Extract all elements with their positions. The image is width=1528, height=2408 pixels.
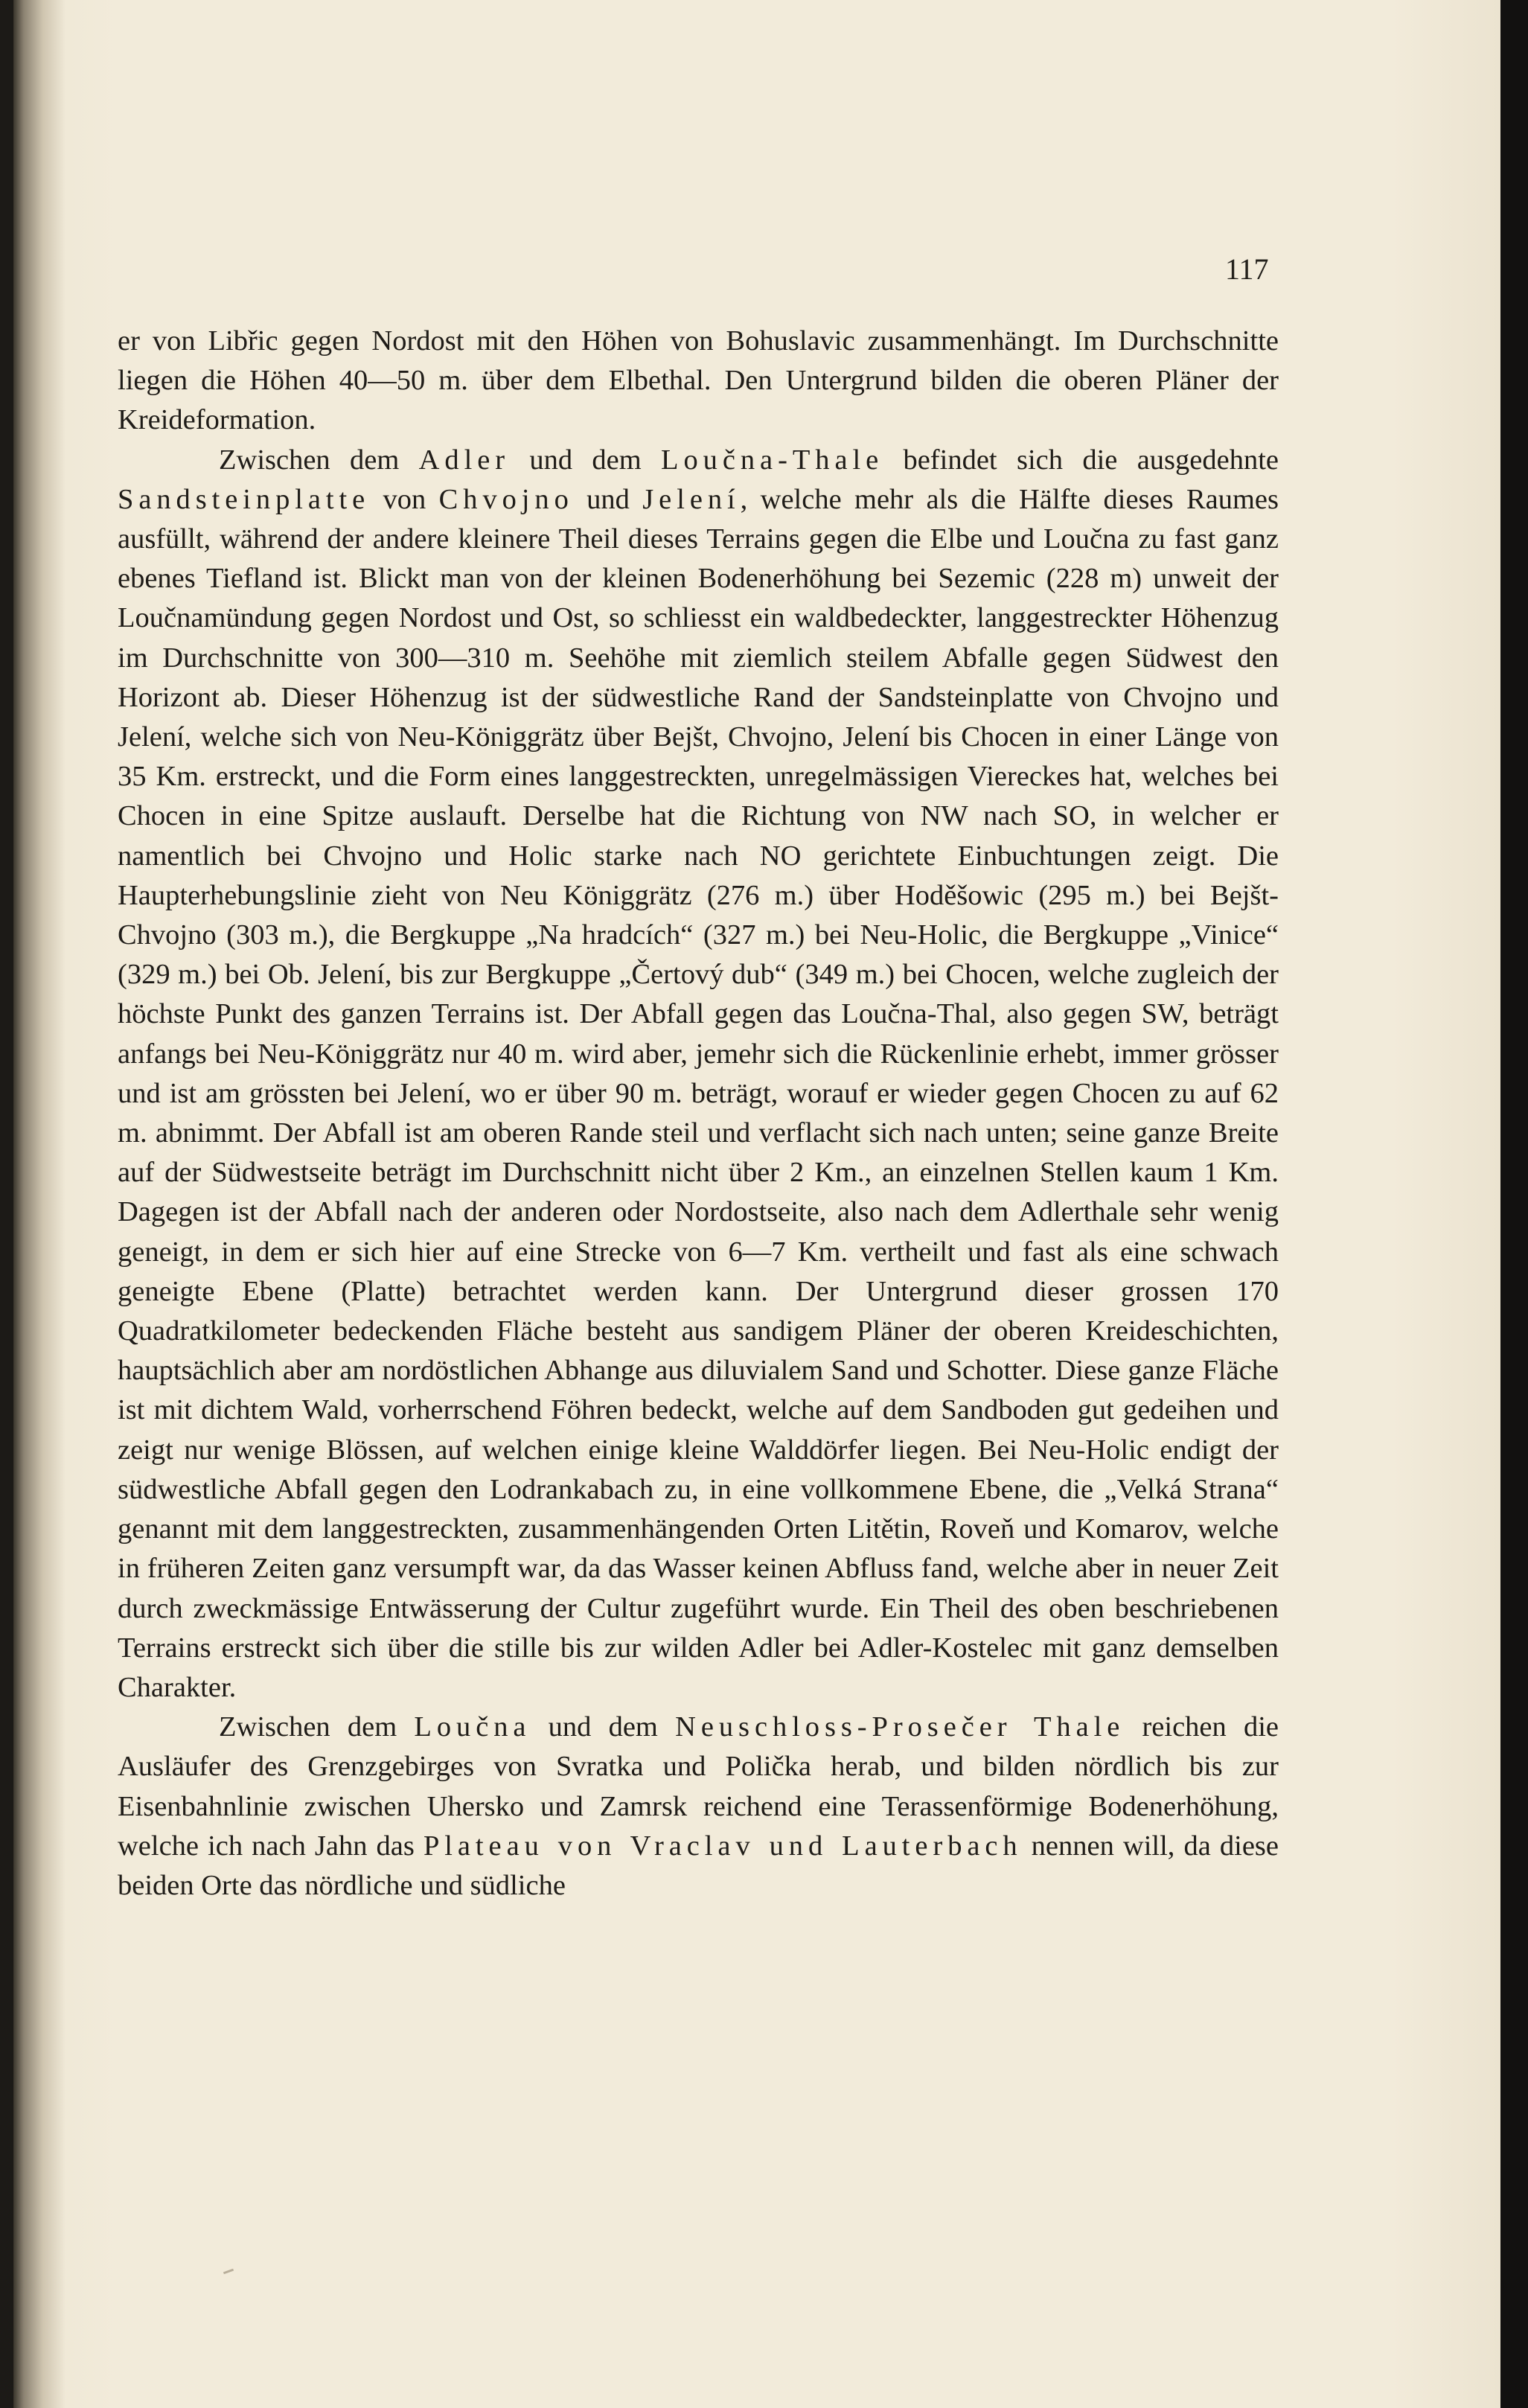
spaced-term: Chvojno <box>438 483 574 515</box>
text-run: befindet sich die ausgedehnte <box>883 444 1279 476</box>
paragraph-1 <box>118 322 1279 441</box>
body-text <box>118 322 1279 1906</box>
spaced-term: Neuschloss-Prosečer Thale <box>675 1711 1125 1743</box>
text-run: und dem <box>509 444 662 476</box>
text-run: reichen die Ausläufer des Grenzgebirges von Svratka und Polička herab, und bilden nördlich bis zur Eisenbahnlinie zwischen Uhersko und Zamrsk reichend eine Terassenförmige Bodenerhöhung, welche ich nach Jahn das <box>118 1711 1279 1862</box>
spaced-term: Plateau von Vraclav und Lauterbach <box>423 1830 1023 1862</box>
page-gutter-shadow <box>13 0 65 2408</box>
text-run: nennen will, da diese beiden Orte das nördliche und südliche <box>118 1830 1279 1901</box>
spaced-term: Jelení <box>642 483 741 515</box>
text-run: und <box>573 483 643 515</box>
spaced-term: Loučna-Thale <box>661 444 884 476</box>
text-run: , welche mehr als die Hälfte dieses Raumes ausfüllt, während der andere kleinere Theil dieses Terrains gegen die Elbe und Loučna zu fast ganz ebenes Tiefland ist. Blickt man von der kleinen Bodenerhöhung bei Sezemic (228 m) unweit der Loučnamündung gegen Nordost und Ost, so schliesst ein waldbedeckter, langgestreckter Höhenzug im Durchschnitte von 300—310 m. Seehöhe mit ziemlich steilem Abfalle gegen Südwest den Horizont ab. Dieser Höhenzug ist der südwestliche Rand der Sandsteinplatte von Chvojno und Jelení, welche sich von Neu-Königgrätz über Bejšt, Chvojno, Jelení bis Chocen in einer Länge von 35 Km. erstreckt, und die Form eines langgestreckten, unregelmässigen Viereckes hat, welches bei Chocen in eine Spitze auslauft. Derselbe hat die Richtung von NW nach SO, in welcher er namentlich bei Chvojno und Holic starke nach NO gerichtete Einbuchtungen zeigt. Die Haupterhebungslinie zieht von Neu Königgrätz (276 m.) über Hoděšowic (295 m.) bei Bejšt-Chvojno (303 m.), die Bergkuppe „Na hradcích“ (327 m.) bei Neu-Holic, die Bergkuppe „Vinice“ (329 m.) bei Ob. Jelení, bis zur Bergkuppe „Čertový dub“ (349 m.) bei Chocen, welche zugleich der höchste Punkt des ganzen Terrains ist. Der Abfall gegen das Loučna-Thal, also gegen SW, beträgt anfangs bei Neu-Königgrätz nur 40 m. wird aber, jemehr sich die Rückenlinie erhebt, immer grösser und ist am grössten bei Jelení, wo er über 90 m. beträgt, worauf er wieder gegen Chocen zu auf 62 m. abnimmt. Der Abfall ist am oberen Rande steil und verflacht sich nach unten; seine ganze Breite auf der Südwestseite beträgt im Durchschnitt nicht über 2 Km., an einzelnen Stellen kaum 1 Km. Dagegen ist der Abfall nach der anderen oder Nordostseite, also nach dem Adlerthale sehr wenig geneigt, in dem er sich hier auf eine Strecke von 6—7 Km. vertheilt und fast als eine schwach geneigte Ebene (Platte) betrachtet werden kann. Der Untergrund dieser grossen 170 Quadratkilometer bedeckenden Fläche besteht aus sandigem Pläner der oberen Kreideschichten, hauptsächlich aber am nordöstlichen Abhange aus diluvialem Sand und Schotter. Diese ganze Fläche ist mit dichtem Wald, vorherrschend Föhren bedeckt, welche auf dem Sandboden gut gedeihen und zeigt nur wenige Blössen, auf welchen einige kleine Walddörfer liegen. Bei Neu-Holic endigt der südwestliche Abfall gegen den Lodrankabach zu, in eine vollkommene Ebene, die „Velká Strana“ genannt mit dem langgestreckten, zusammenhängenden Orten Litětin, Roveň und Komarov, welche in früheren Zeiten ganz versumpft war, da das Wasser keinen Abfluss fand, welche aber in neuer Zeit durch zweckmässige Entwässerung der Cultur zugeführt wurde. Ein Theil des oben beschriebenen Terrains erstreckt sich über die stille bis zur wilden Adler bei Adler-Kostelec mit ganz demselben Charakter. <box>118 483 1279 1703</box>
spaced-term: Sandsteinplatte <box>118 483 371 515</box>
text-run: Zwischen dem <box>219 444 419 476</box>
text-run: und dem <box>531 1711 676 1743</box>
page-number: 117 <box>1225 252 1269 286</box>
text-run: von <box>370 483 439 515</box>
paragraph-3 <box>118 1708 1279 1906</box>
spaced-term: Loučna <box>414 1711 531 1743</box>
text-run: er von Libřic gegen Nordost mit den Höhen von Bohuslavic zusammenhängt. Im Durchschnitte liegen die Höhen 40—50 m. über dem Elbethal. Den Untergrund bilden die oberen Pläner der Kreideformation. <box>118 325 1279 436</box>
spaced-term: Adler <box>418 444 510 476</box>
paragraph-2 <box>118 441 1279 1708</box>
scan-border <box>1500 0 1528 2408</box>
text-run: Zwischen dem <box>219 1711 415 1743</box>
